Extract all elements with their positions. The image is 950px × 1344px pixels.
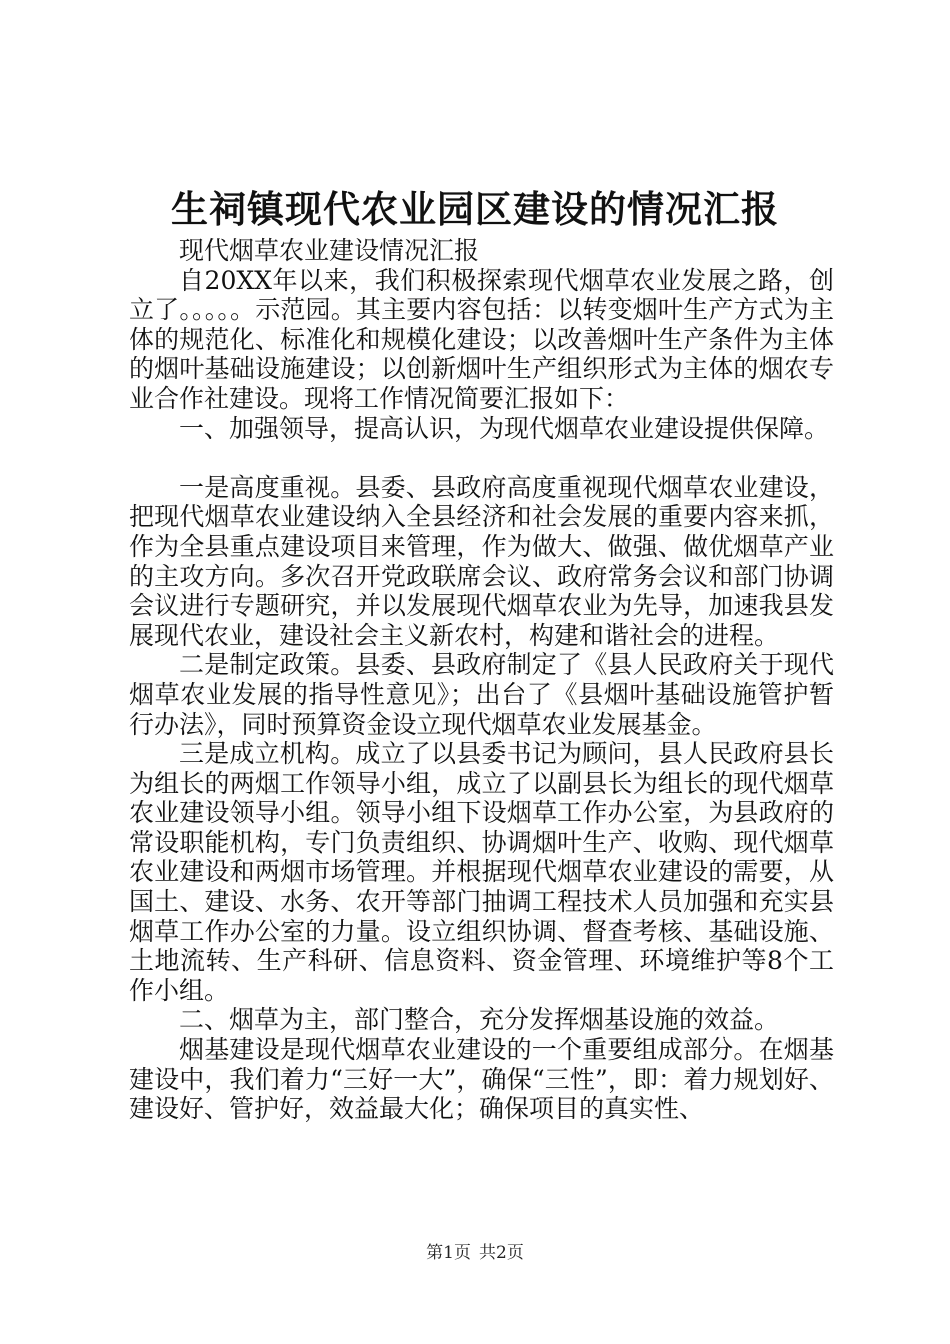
body-paragraph: 一是高度重视。县委、县政府高度重视现代烟草农业建设，把现代烟草农业建设纳入全县经济和社会发展的重要内容来抓，作为全县重点建设项目来管理，作为做大、做强、做优烟草产业的主攻方向。多次召开党政联席会议、政府常务会议和部门协调会议进行专题研究，并以发展现代烟草农业为先导，加速我县发展现代农业，建设社会主义新农村，构建和谐社会的进程。 [129,472,834,650]
page-number: 第1页 [426,1243,471,1263]
section-heading-2: 二、烟草为主，部门整合，充分发挥烟基设施的效益。 [179,1005,780,1035]
body-paragraph: 烟基建设是现代烟草农业建设的一个重要组成部分。在烟基建设中，我们着力“三好一大”，确保“三性”，即：着力规划好、建设好、管护好，效益最大化；确保项目的真实性、 [129,1035,834,1124]
page-total: 共2页 [479,1243,524,1263]
subtitle-paragraph: 现代烟草农业建设情况汇报 [179,236,480,265]
document-body [129,236,834,1124]
intro-paragraph: 自20XX年以来，我们积极探索现代烟草农业发展之路，创立了。。。。。示范园。其主要内容包括：以转变烟叶生产方式为主体的规范化、标准化和规模化建设；以改善烟叶生产条件为主体的烟叶基础设施建设；以创新烟叶生产组织形式为主体的烟农专业合作社建设。现将工作情况简要汇报如下： [129,265,834,413]
document-title: 生祠镇现代农业园区建设的情况汇报 [171,187,779,231]
body-paragraph: 三是成立机构。成立了以县委书记为顾问，县人民政府县长为组长的两烟工作领导小组，成立了以副县长为组长的现代烟草农业建设领导小组。领导小组下设烟草工作办公室，为县政府的常设职能机构，专门负责组织、协调烟叶生产、收购、现代烟草农业建设和两烟市场管理。并根据现代烟草农业建设的需要，从国土、建设、水务、农开等部门抽调工程技术人员加强和充实县烟草工作办公室的力量。设立组织协调、督查考核、基础设施、土地流转、生产科研、信息资料、资金管理、环境维护等8个工作小组。 [129,739,834,1005]
page-footer [0,1241,950,1265]
body-paragraph: 二是制定政策。县委、县政府制定了《县人民政府关于现代烟草农业发展的指导性意见》；出台了《县烟叶基础设施管护暂行办法》，同时预算资金设立现代烟草农业发展基金。 [129,650,834,739]
section-heading-1: 一、加强领导，提高认识，为现代烟草农业建设提供保障。 [179,413,830,443]
